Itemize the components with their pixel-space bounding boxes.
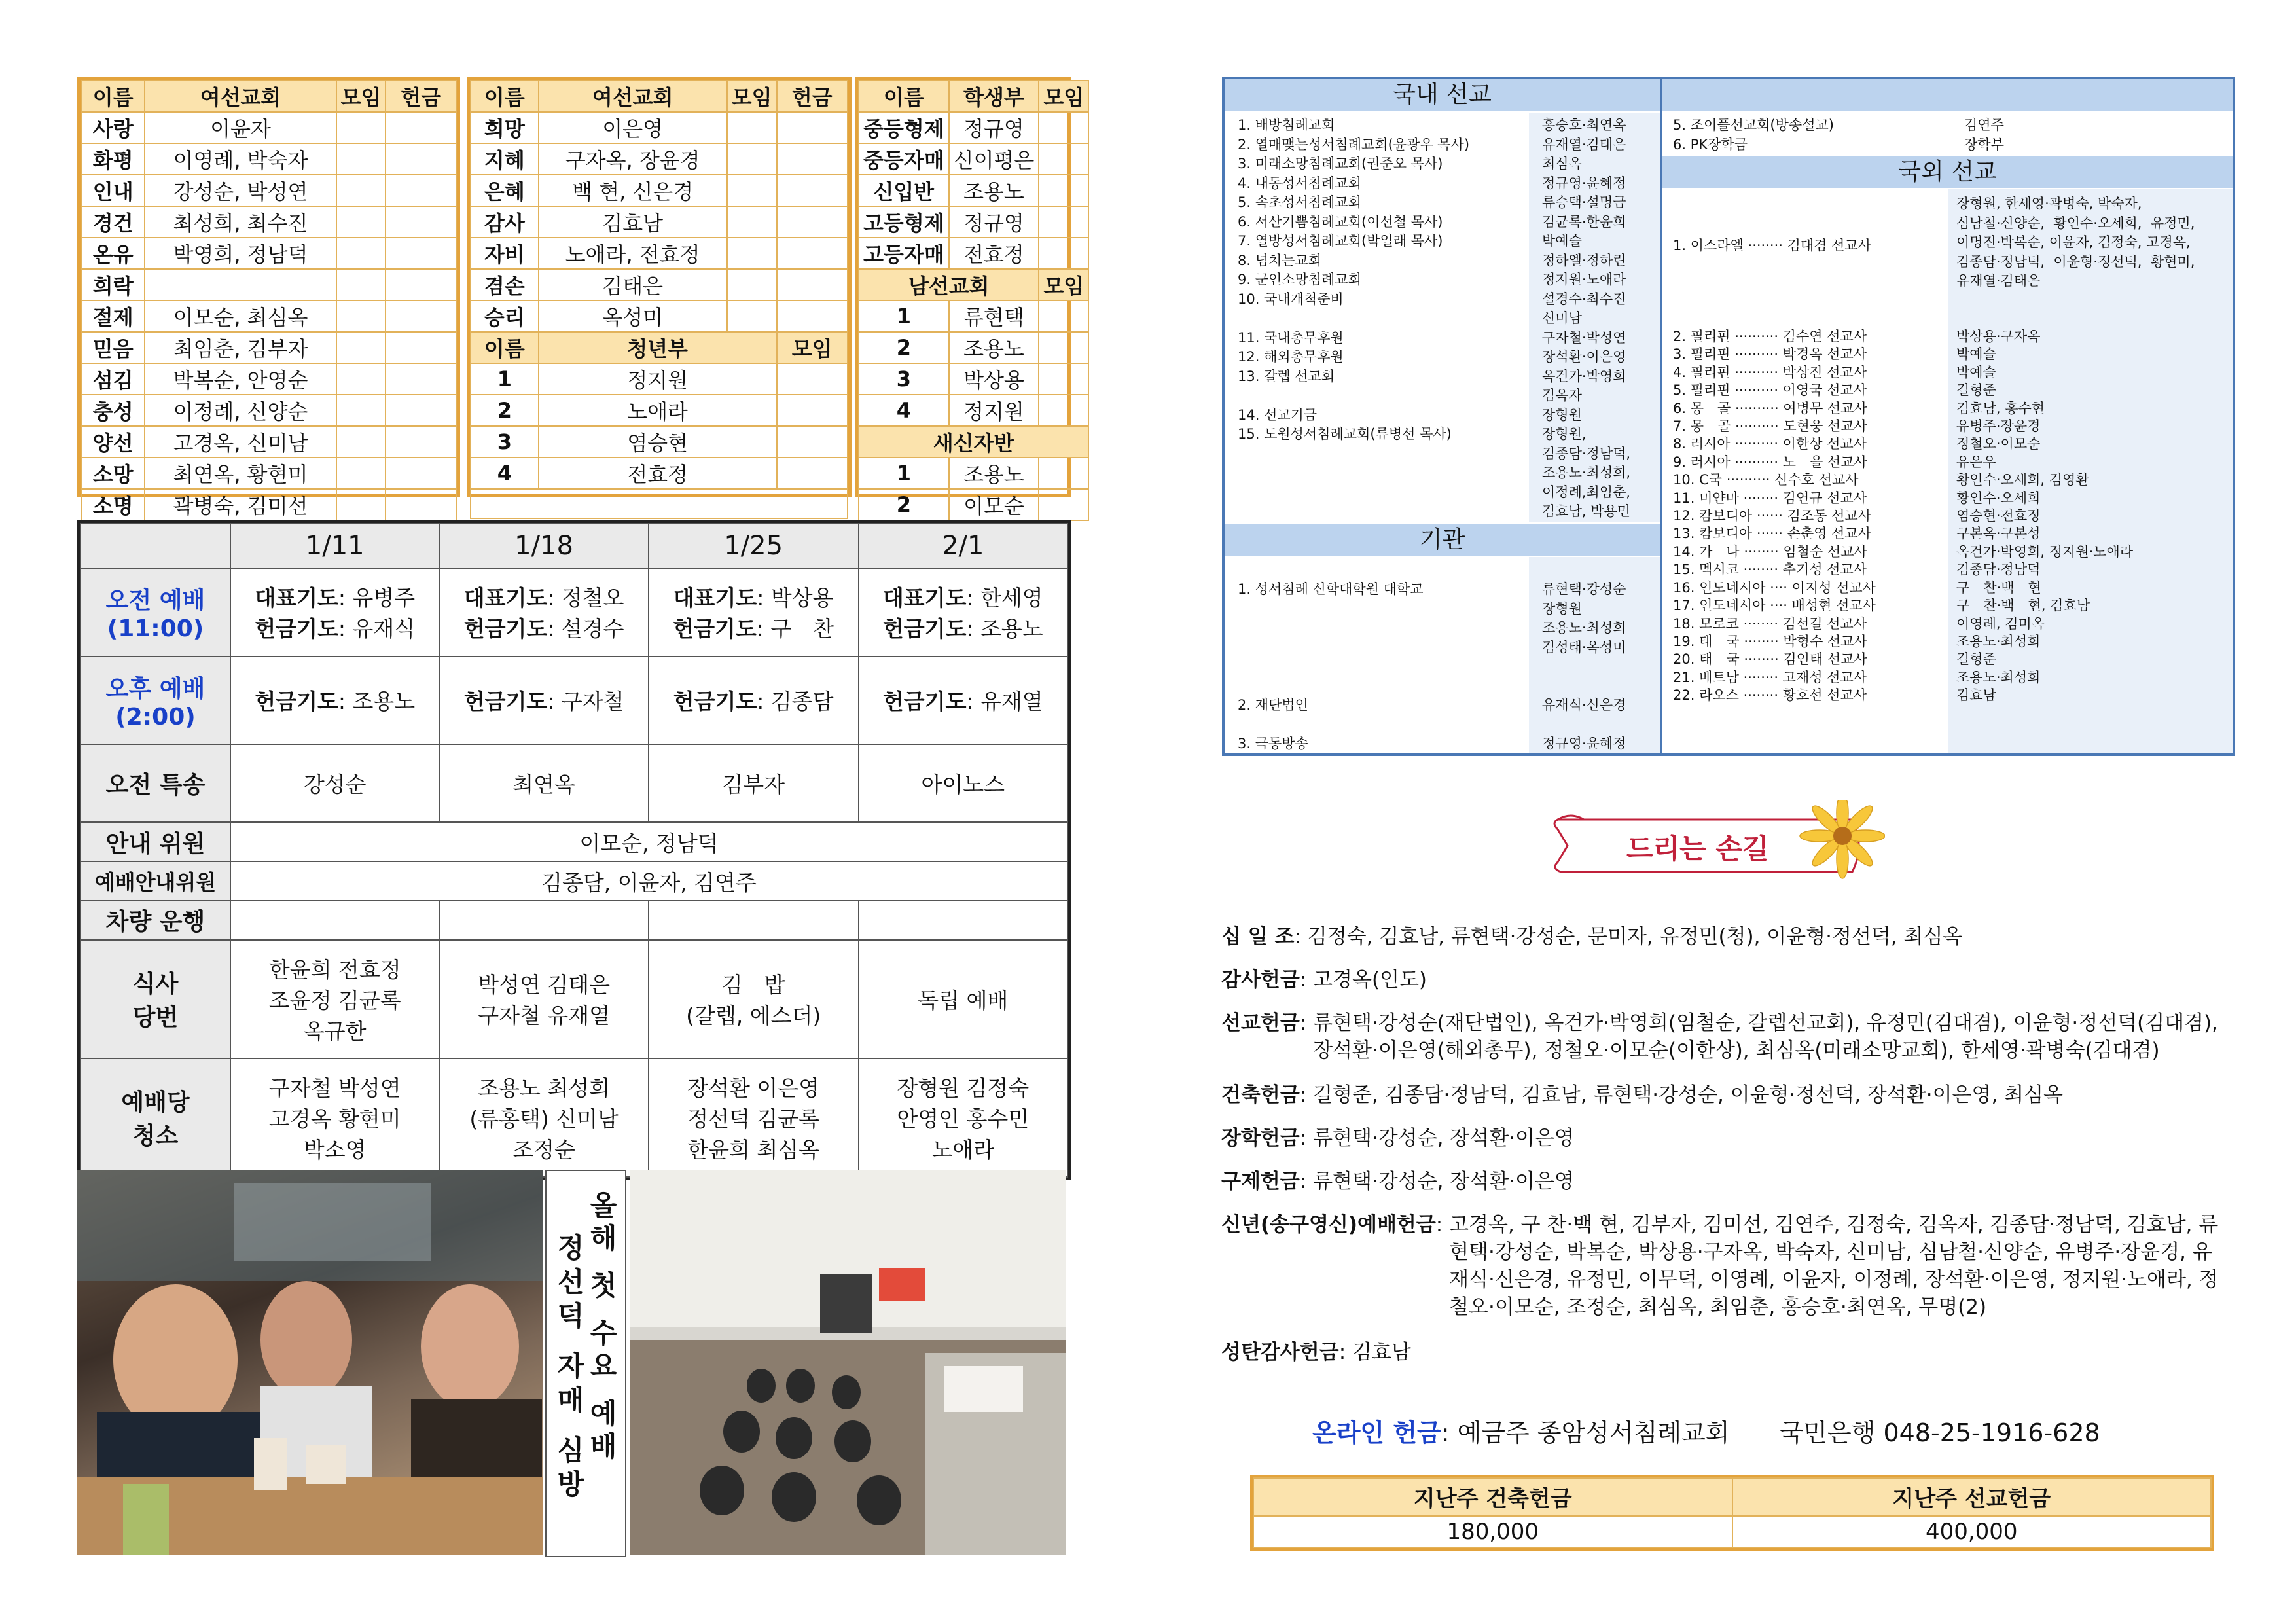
newcomer-teacher: 조용노 [949,458,1039,489]
table-row [81,238,456,269]
domestic-list: 1. 배방침례교회 2. 열매맺는성서침례교회(윤광우 목사) 3. 미래소망침례교회(권준오 목사) 4. 내동성서침례교회 5. 속초성서침례교회 6. 서산기쁨침례교회(이선철 목사) 7. 열방성서침례교회(박일래 목사) 8. 넘치는교회 9. 군인소망침례교회 10. 국내개척준비 11. 국내총무후원 12. 해외총무후원 13. 갈렙 선교회 14. 선교기금 15. 도원성서침례교회(류병선 목사) [1238,117,1470,442]
service-schedule [77,520,1071,1180]
meal-cell: 박성연 김태은 구자철 유재열 [439,940,648,1058]
meeting-cell [336,363,386,395]
table-row [859,395,1088,426]
roster-women-1 [77,77,460,518]
offering-mission: 선교헌금 : 류현택·강성순(재단법인), 옥건가·박영희(임철순, 갈렙선교회), 유정민(김대겸), 이윤형·정선덕(김대겸), 장석환·이은영(해외총무), 정철오·이모순(이한상), 최심옥(미래소망교회), 한세영·곽병숙(김대겸) [1221,1011,2219,1062]
photo-cafe-figures [77,1170,543,1555]
table-row [81,426,456,458]
group-members: 최연옥, 황현미 [145,458,336,489]
mission-panel [1222,77,2235,756]
meeting-cell [336,395,386,426]
guide-label: 안내 위원 [81,822,230,861]
group-name: 화평 [81,143,145,175]
table-row [859,238,1088,269]
offering-cell [386,300,456,332]
offering-relief: 구제헌금: 류현택·강성순, 장석환·이은영 [1221,1170,1574,1193]
table-row [81,489,456,520]
worship-guide-label: 예배안내위원 [81,861,230,901]
group-name: 희망 [471,112,539,143]
meal-cell: 한윤희 전효정 조윤정 김균록 옥규한 [230,940,439,1058]
roster-student [855,77,1085,518]
photo-worship [630,1170,1066,1555]
meeting-cell [777,458,848,489]
group-name: 충성 [81,395,145,426]
offering-cell [386,395,456,426]
men-leader: 박상용 [949,363,1039,395]
header-meeting: 모임 [727,81,777,112]
table-row [81,206,456,238]
student-class: 고등자매 [859,238,949,269]
offering-cell [386,175,456,206]
youth-member: 전효정 [539,458,777,489]
table-row [471,238,848,269]
foreign-israel-names: 장형원, 한세영·곽병숙, 박숙자, 심남철·신양순, 황인수·오세희, 유정민, 이명진·박복순, 이윤자, 김정숙, 고경옥, 김종담·정남덕, 이윤형·정선덕, 황현미, 유재열·김태은 [1956,196,2195,289]
offering-cell [386,112,456,143]
table-row [81,395,456,426]
institution-list: 1. 성서침례 신학대학원 대학교 2. 재단법인 3. 극동방송 [1238,581,1424,751]
offering-cell [777,269,848,300]
building-offering-value: 180,000 [1253,1516,1732,1547]
meeting-cell [727,238,777,269]
photo-caption-left: 정선덕 자매 심방 [553,1233,585,1504]
offering-christmas: 성탄감사헌금: 김효남 [1221,1341,1411,1364]
group-members: 박복순, 안영순 [145,363,336,395]
offering-title: 드리는 손길 [1626,833,1769,865]
domestic-mission-title: 국내 선교 [1225,79,1660,111]
am-service-label: 오전 예배 (11:00) [81,568,230,656]
pm-service-label: 오후 예배 (2:00) [81,657,230,744]
table-row [471,175,848,206]
offering-cell [386,332,456,363]
meeting-cell [1039,300,1088,332]
table-row [471,363,848,395]
corner-cell [81,524,230,568]
offering-cell [386,489,456,520]
offering-cell [386,426,456,458]
photo-caption-box [545,1170,626,1557]
offering-cell [777,300,848,332]
meeting-cell [336,175,386,206]
special-cell: 아이노스 [859,744,1067,822]
offering-cell [777,238,848,269]
cleaning-label: 예배당 청소 [81,1058,230,1177]
offering-cell [386,143,456,175]
group-members: 이영례, 박숙자 [145,143,336,175]
photo-worship-scene [630,1170,1066,1555]
meeting-cell [1039,332,1088,363]
clean-cell: 구자철 박성연 고경옥 황현미 박소영 [230,1058,439,1177]
table-row [471,395,848,426]
men-number: 1 [859,300,949,332]
online-offering-label: 온라인 헌금 [1312,1418,1441,1447]
offering-cell [777,143,848,175]
pm-cell: 헌금기도: 김종담 [649,657,859,744]
meal-cell: 독립 예배 [859,940,1067,1058]
meal-cell: 김 밥 (갈렙, 에스더) [649,940,859,1058]
men-leader: 조용노 [949,332,1039,363]
men-number: 2 [859,332,949,363]
header-group: 학생부 [949,81,1039,112]
men-header-meeting: 모임 [1039,269,1088,300]
group-name: 은혜 [471,175,539,206]
meal-label: 식사 당번 [81,940,230,1058]
meeting-cell [336,332,386,363]
special-cell: 최연옥 [439,744,648,822]
foreign-list: 2. 필리핀 ·········· 김수연 선교사 3. 필리핀 ·········· 박경옥 선교사 4. 필리핀 ·········· 박상진 선교사 5. 필리핀 ·········· 이영국 선교사 6. 몽 골 ·········· 여병무 선교사 7. 몽 골 ·········· 도현웅 선교사 8. 러시아 ·········· 이한상 선교사 9. 러시아 ·········· 노 을 선교사 10. C국 ·········· 신수호 선교사 11. 미얀마 ········ 김연규 선교사 12. 캄보디아 ······ 김조동 선교사 13. 캄보디아 ······ 손춘영 선교사 14. 가 나 ········ 임철순 선교사 15. 멕시코 ········ 추기성 선교사 16. 인도네시아 ···· 이지성 선교사 17. 인도네시아 ···· 배성현 선교사 18. 모로코 ········ 김선길 선교사 19. 태 국 ········ 박형수 선교사 20. 태 국 ········ 김인태 선교사 21. 베트남 ········ 고재성 선교사 22. 라오스 ········ 황호선 선교사 [1673,329,1876,704]
offering-cell [777,112,848,143]
meeting-cell [777,363,848,395]
meeting-cell [1039,238,1088,269]
youth-header-meeting: 모임 [777,332,848,363]
header-group: 여선교회 [539,81,727,112]
table-row [859,363,1088,395]
offering-cell [386,269,456,300]
mid-header-band [1662,79,2233,111]
group-name: 희락 [81,269,145,300]
newcomer-teacher: 이모순 [949,489,1039,520]
foreign-names: 박상용·구자옥 박예슬 박예슬 길형준 김효남, 홍수현 유병주·장윤경 정철오·이모순 유은우 황인수·오세희, 김영환 황인수·오세희 염승현·전효정 구본옥·구본성 옥건가·박영희, 정지원·노애라 김종담·정남덕 구 찬·백 현 구 찬·백 현, 김효남 이영례, 김미옥 조용노·최성희 길형준 조용노·최성희 김효남 [1956,329,2134,704]
men-number: 3 [859,363,949,395]
am-cell: 대표기도: 박상용 헌금기도: 구 찬 [649,568,859,656]
group-members [145,269,336,300]
group-name: 감사 [471,206,539,238]
group-name: 자비 [471,238,539,269]
offering-cell [777,206,848,238]
group-members: 백 현, 신은경 [539,175,727,206]
table-row [859,112,1088,143]
header-name: 이름 [471,81,539,112]
table-row [471,269,848,300]
group-name: 소망 [81,458,145,489]
group-name: 경건 [81,206,145,238]
meeting-cell [727,112,777,143]
meeting-cell [777,395,848,426]
table-row [859,143,1088,175]
group-name: 믿음 [81,332,145,363]
youth-header-name: 이름 [471,332,539,363]
youth-number: 2 [471,395,539,426]
group-members: 이정례, 신양순 [145,395,336,426]
special-cell: 김부자 [649,744,859,822]
clean-cell: 장석환 이은영 정선덕 김균록 한윤희 최심옥 [649,1058,859,1177]
meeting-cell [1039,363,1088,395]
meeting-cell [727,175,777,206]
table-row [859,206,1088,238]
mission-offering-value: 400,000 [1732,1516,2212,1547]
group-name: 승리 [471,300,539,332]
meeting-cell [1039,489,1088,520]
newcomer-header: 새신자반 [859,426,1088,458]
table-row [81,300,456,332]
newcomer-number: 1 [859,458,949,489]
youth-member: 노애라 [539,395,777,426]
date-4: 2/1 [859,524,1067,568]
men-number: 4 [859,395,949,426]
group-members: 김효남 [539,206,727,238]
youth-member: 염승현 [539,426,777,458]
foreign-israel: 1. 이스라엘 ········ 김대겸 선교사 [1673,238,1871,253]
date-2: 1/18 [439,524,648,568]
car-label: 차량 운행 [81,901,230,940]
special-song-label: 오전 특송 [81,744,230,822]
mid-mission-list: 5. 조이플선교회(방송설교) 6. PK장학금 [1673,117,1834,153]
last-week-summary [1250,1475,2214,1551]
clean-cell: 장형원 김정숙 안영인 홍수민 노애라 [859,1058,1067,1177]
group-members: 고경옥, 신미남 [145,426,336,458]
student-class: 중등자매 [859,143,949,175]
group-members: 최성희, 최수진 [145,206,336,238]
offering-cell [386,206,456,238]
foreign-mission-title: 국외 선교 [1662,156,2233,188]
table-row [859,332,1088,363]
group-name: 인내 [81,175,145,206]
table-row [471,112,848,143]
header-offering: 헌금 [777,81,848,112]
am-cell: 대표기도: 유병주 헌금기도: 유재식 [230,568,439,656]
pm-cell: 헌금기도: 유재열 [859,657,1067,744]
mission-offering-label: 지난주 선교헌금 [1732,1478,2212,1516]
table-row [81,269,456,300]
roster-women-2 [467,77,852,497]
student-teacher: 전효정 [949,238,1039,269]
newcomer-number: 2 [859,489,949,520]
clean-cell: 조용노 최성희 (류홍택) 신미남 조정순 [439,1058,648,1177]
table-row [81,458,456,489]
offering-tithe: 십 일 조: 김정숙, 김효남, 류현택·강성순, 문미자, 유정민(청), 이윤형·정선덕, 최심옥 [1221,925,1963,948]
header-name: 이름 [81,81,145,112]
men-leader: 류현택 [949,300,1039,332]
meeting-cell [1039,112,1088,143]
meeting-cell [1039,395,1088,426]
offering-thanks: 감사헌금: 고경옥(인도) [1221,968,1427,992]
meeting-cell [727,143,777,175]
offering-cell [386,363,456,395]
meeting-cell [1039,458,1088,489]
table-row [859,300,1088,332]
table-row [81,143,456,175]
youth-number: 4 [471,458,539,489]
student-teacher: 조용노 [949,175,1039,206]
student-teacher: 정규영 [949,112,1039,143]
group-name: 소명 [81,489,145,520]
header-meeting: 모임 [336,81,386,112]
am-cell: 대표기도: 한세영 헌금기도: 조용노 [859,568,1067,656]
meeting-cell [1039,175,1088,206]
table-row [859,458,1088,489]
date-1: 1/11 [230,524,439,568]
table-row [471,426,848,458]
offering-cell [777,175,848,206]
online-offering-text: 예금주 종암성서침례교회 국민은행 048-25-1916-628 [1457,1418,2100,1447]
date-3: 1/25 [649,524,859,568]
meeting-cell [727,206,777,238]
header-group: 여선교회 [145,81,336,112]
car-cell [230,901,439,940]
student-teacher: 정규영 [949,206,1039,238]
youth-number: 3 [471,426,539,458]
worship-guide-cell: 김종담, 이윤자, 김연주 [230,861,1067,901]
group-name: 절제 [81,300,145,332]
group-members: 노애라, 전효정 [539,238,727,269]
am-cell: 대표기도: 정철오 헌금기도: 설경수 [439,568,648,656]
offering-cell [386,238,456,269]
group-name: 온유 [81,238,145,269]
men-leader: 정지원 [949,395,1039,426]
group-members: 이윤자 [145,112,336,143]
student-class: 신입반 [859,175,949,206]
group-members: 최임춘, 김부자 [145,332,336,363]
table-row [859,175,1088,206]
meeting-cell [1039,206,1088,238]
group-members: 김태은 [539,269,727,300]
group-members: 구자옥, 장윤경 [539,143,727,175]
table-row [81,332,456,363]
meeting-cell [336,426,386,458]
institution-title: 기관 [1225,524,1660,556]
meeting-cell [336,458,386,489]
student-class: 고등형제 [859,206,949,238]
institution-names: 류현택·강성순 장형원 조용노·최성희 김성태·옥성미 유재식·신은경 정규영·윤혜정 [1542,581,1626,751]
table-row [471,300,848,332]
table-row [81,112,456,143]
group-members: 강성순, 박성연 [145,175,336,206]
meeting-cell [336,112,386,143]
table-row [471,206,848,238]
offering-title-banner [1545,800,1885,892]
offering-cell [386,458,456,489]
special-cell: 강성순 [230,744,439,822]
youth-member: 정지원 [539,363,777,395]
offering-scholarship: 장학헌금: 류현택·강성순, 장석환·이은영 [1221,1127,1574,1150]
meeting-cell [336,269,386,300]
table-row [859,489,1088,520]
header-offering: 헌금 [386,81,456,112]
meeting-cell [727,269,777,300]
header-name: 이름 [859,81,949,112]
table-row [471,458,848,489]
group-name: 양선 [81,426,145,458]
table-row [81,175,456,206]
group-name: 겸손 [471,269,539,300]
offering-building: 건축헌금: 길형준, 김종담·정남덕, 김효남, 류현택·강성순, 이윤형·정선덕, 장석환·이은영, 최심옥 [1221,1083,2063,1107]
online-offering: 온라인 헌금: 예금주 종암성서침례교회 국민은행 048-25-1916-628 [1312,1418,2100,1447]
car-cell [439,901,648,940]
youth-header-group: 청년부 [539,332,777,363]
meeting-cell [336,238,386,269]
student-teacher: 신이평은 [949,143,1039,175]
group-name: 지혜 [471,143,539,175]
car-cell [859,901,1067,940]
photo-caption-right: 올해 첫 수요 예배 [586,1191,618,1464]
meeting-cell [336,143,386,175]
group-members: 이모순, 최심옥 [145,300,336,332]
pm-cell: 헌금기도: 조용노 [230,657,439,744]
guide-cell: 이모순, 정남덕 [230,822,1067,861]
photo-cafe [77,1170,543,1555]
meeting-cell [727,300,777,332]
meeting-cell [777,426,848,458]
offering-newyear: 신년(송구영신)예배헌금 : 고경옥, 구 찬·백 현, 김부자, 김미선, 김연주, 김정숙, 김옥자, 김종담·정남덕, 김효남, 류현택·강성순, 박복순, 박상용·구자옥, 박숙자, 신미남, 심남철·신양순, 유병주·장윤경, 유재식·신은경, 유정민, 이무덕, 이영례, 이윤자, 이정례, 장석환·이은영, 정지원·노애라, 정철오·이모순, 조정순, 최심옥, 최임춘, 홍승호·최연옥, 무명(2) [1221,1213,2219,1319]
group-members: 곽병숙, 김미선 [145,489,336,520]
mid-mission-names: 김연주 장학부 [1964,117,2004,153]
car-cell [649,901,859,940]
group-name: 사랑 [81,112,145,143]
meeting-cell [336,489,386,520]
group-members: 옥성미 [539,300,727,332]
table-row [81,363,456,395]
meeting-cell [336,206,386,238]
men-header: 남선교회 [859,269,1039,300]
group-members: 박영희, 정남덕 [145,238,336,269]
pm-cell: 헌금기도: 구자철 [439,657,648,744]
group-name: 섬김 [81,363,145,395]
meeting-cell [336,300,386,332]
youth-number: 1 [471,363,539,395]
table-row [471,143,848,175]
group-members: 이은영 [539,112,727,143]
blank-row [471,489,848,518]
building-offering-label: 지난주 건축헌금 [1253,1478,1732,1516]
header-meeting: 모임 [1039,81,1088,112]
domestic-names: 홍승호·최연옥 유재열·김태은 최심옥 정규영·윤혜정 류승택·설명금 김균록·한윤희 박예슬 정하엘·정하린 정지원·노애라 설경수·최수진 신미남 구자철·박성연 장석환·이은영 옥건가·박영희 김옥자 장형원 장형원, 김종담·정남덕, 조용노·최성희, 이정례,최임춘, 김효남, 박용민 [1542,117,1631,519]
meeting-cell [1039,143,1088,175]
student-class: 중등형제 [859,112,949,143]
